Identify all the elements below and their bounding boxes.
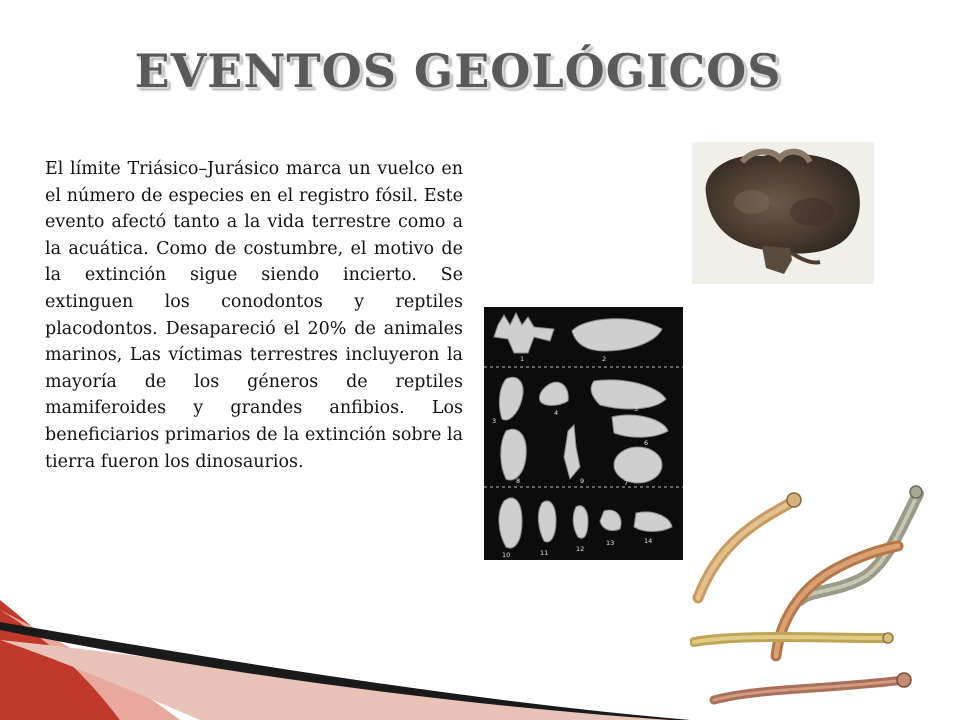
plate-number: 4	[554, 409, 559, 417]
plate-number: 2	[602, 355, 607, 363]
plate-number: 14	[644, 537, 653, 545]
plate-number: 3	[492, 417, 497, 425]
plate-number: 11	[540, 549, 549, 557]
plate-number: 10	[502, 551, 511, 559]
plate-number: 7	[624, 479, 629, 487]
plate-number: 6	[644, 439, 649, 447]
decorative-swoosh	[0, 600, 700, 720]
plate-number: 5	[634, 405, 639, 413]
fossil-skull-photo	[692, 142, 874, 284]
plate-number: 1	[520, 355, 525, 363]
eel-creatures-drawing	[690, 480, 930, 715]
plate-number: 8	[516, 477, 521, 485]
slide-title: EVENTOS GEOLÓGICOS	[134, 44, 782, 98]
conodont-fossils-plate	[484, 307, 683, 560]
plate-number: 13	[606, 539, 615, 547]
plate-number: 12	[576, 545, 585, 553]
body-paragraph: El límite Triásico–Jurásico marca un vuelco en el número de especies en el registro fósil. Este evento afectó tanto a la vida terrestre como a la acuática. Como de costumbre, el motivo de la extinción sigue siendo incierto. Se extinguen los conodontos y reptiles placodontos. Desapareció el 20% de animales marinos, Las víctimas terrestres incluyeron la mayoría de los géneros de reptiles mamiferoides y grandes anfibios. Los beneficiarios primarios de la extinción sobre la tierra fueron los dinosaurios.	[45, 159, 463, 472]
plate-number: 9	[580, 477, 585, 485]
